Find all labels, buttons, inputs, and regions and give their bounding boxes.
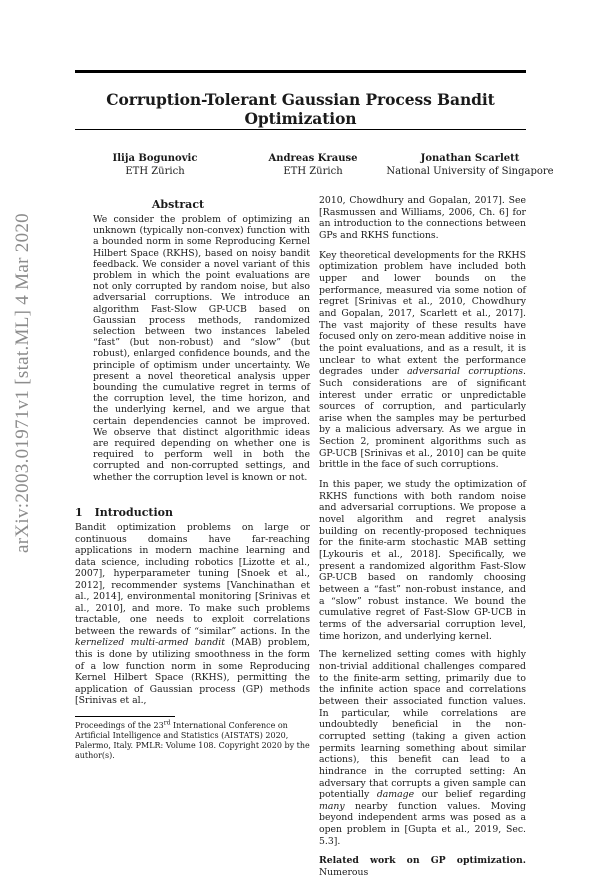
author-1 [95,152,215,178]
paragraph: Key theoretical developments for the RKHS optimization problem have included both upper and lower bounds on the performance, measured via some notion of regret [Srinivas et al., 2010, Chowdhury and Gopalan, 2017, Scarlett et al., 2017]. The vast majority of these results have focused only on zero-mean additive noise in the point evaluations, and as a result, it is unclear to what extent the performance degrades under adversarial corruptions. Such considerations are of significant interest under erratic or unpredictable sources of corruption, and particularly arise when the samples may be perturbed by a malicious adversary. As we argue in Section 2, prominent algorithms such as GP-UCB [Srinivas et al., 2010] can be quite brittle in the face of such corruptions. [319,249,526,471]
footnote-rule [75,716,175,717]
author-name: Andreas Krause [268,153,358,164]
paper-title: Corruption-Tolerant Gaussian Process Bandit Optimization [106,90,495,128]
right-column [319,195,526,887]
top-rule [75,70,526,73]
author-name: Jonathan Scarlett [420,153,520,164]
footnote: Proceedings of the 23rd International Conference on Artificial Intelligence and Statistics (AISTATS) 2020, Palermo, Italy. PMLR: Volume 108. Copyright 2020 by the author(s). [75,719,310,760]
arxiv-stamp: arXiv:2003.01971v1 [stat.ML] 4 Mar 2020 [12,213,33,553]
intro-paragraph: Bandit optimization problems on large or continuous domains have far-reaching applications in modern machine learning and data science, including robotics [Lizotte et al., 2007], hyperparameter tuning [Snoek et al., 2012], recommender systems [Vanchinathan et al., 2014], environmental monitoring [Srinivas et al., 2010], and more. To make such problems tractable, one needs to exploit correlations between the rewards of “similar” actions. In the kernelized multi-armed bandit (MAB) problem, this is done by utilizing smoothness in the form of a low function norm in some Reproducing Kernel Hilbert Space (RKHS), permitting the application of Gaussian process (GP) methods [Srinivas et al., [75,522,310,707]
author-affiliation: ETH Zürich [125,166,185,177]
abstract-body: We consider the problem of optimizing an unknown (typically non-convex) function with a bounded norm in some Reproducing Kernel Hilbert Space (RKHS), based on noisy bandit feedback. We consider a novel variant of this problem in which the point evaluations are not only corrupted by random noise, but also adversarial corruptions. We introduce an algorithm Fast-Slow GP-UCB based on Gaussian process methods, randomized selection between two instances labeled “fast” (but non-robust) and “slow” (but robust), enlarged confidence bounds, and the principle of optimism under uncertainty. We present a novel theoretical analysis upper bounding the cumulative regret in terms of the corruption level, the time horizon, and the underlying kernel, and we argue that certain dependencies cannot be improved. We observe that distinct algorithmic ideas are required depending on whether one is required to perform well in both the corrupted and non-corrupted settings, and whether the corruption level is known or not. [93,214,310,483]
title-rule [75,129,526,130]
author-affiliation: ETH Zürich [283,166,343,177]
paragraph: Related work on GP optimization. Numerous [319,855,526,879]
author-3 [380,152,560,178]
abstract-heading: Abstract [151,198,205,211]
section-heading: 1 Introduction [75,506,173,519]
author-affiliation: National University of Singapore [386,166,554,177]
paragraph: 2010, Chowdhury and Gopalan, 2017]. See [Rasmussen and Williams, 2006, Ch. 6] for an introduction to the connections between GPs and RKHS functions. [319,195,526,241]
paragraph: In this paper, we study the optimization of RKHS functions with both random noise and adversarial corruptions. We propose a novel algorithm and regret analysis building on recently-proposed techniques for the finite-arm stochastic MAB setting [Lykouris et al., 2018]. Specifically, we present a randomized algorithm Fast-Slow GP-UCB based on randomly choosing between a “fast” non-robust instance, and a “slow” robust instance. We bound the cumulative regret of Fast-Slow GP-UCB in terms of the adversarial corruption level, time horizon, and underlying kernel. [319,479,526,642]
author-2 [253,152,373,178]
paragraph: The kernelized setting comes with highly non-trivial additional challenges compared to the finite-arm setting, primarily due to the infinite action space and correlations between their associated function values. In particular, while correlations are undoubtedly beneficial in the non-corrupted setting (taking a given action permits learning something about similar actions), this benefit can lead to a hindrance in the corrupted setting: An adversary that corrupts a given sample can potentially damage our belief regarding many nearby function values. Moving beyond independent arms was posed as a open problem in [Gupta et al., 2019, Sec. 5.3]. [319,649,526,847]
author-name: Ilija Bogunovic [112,153,198,164]
